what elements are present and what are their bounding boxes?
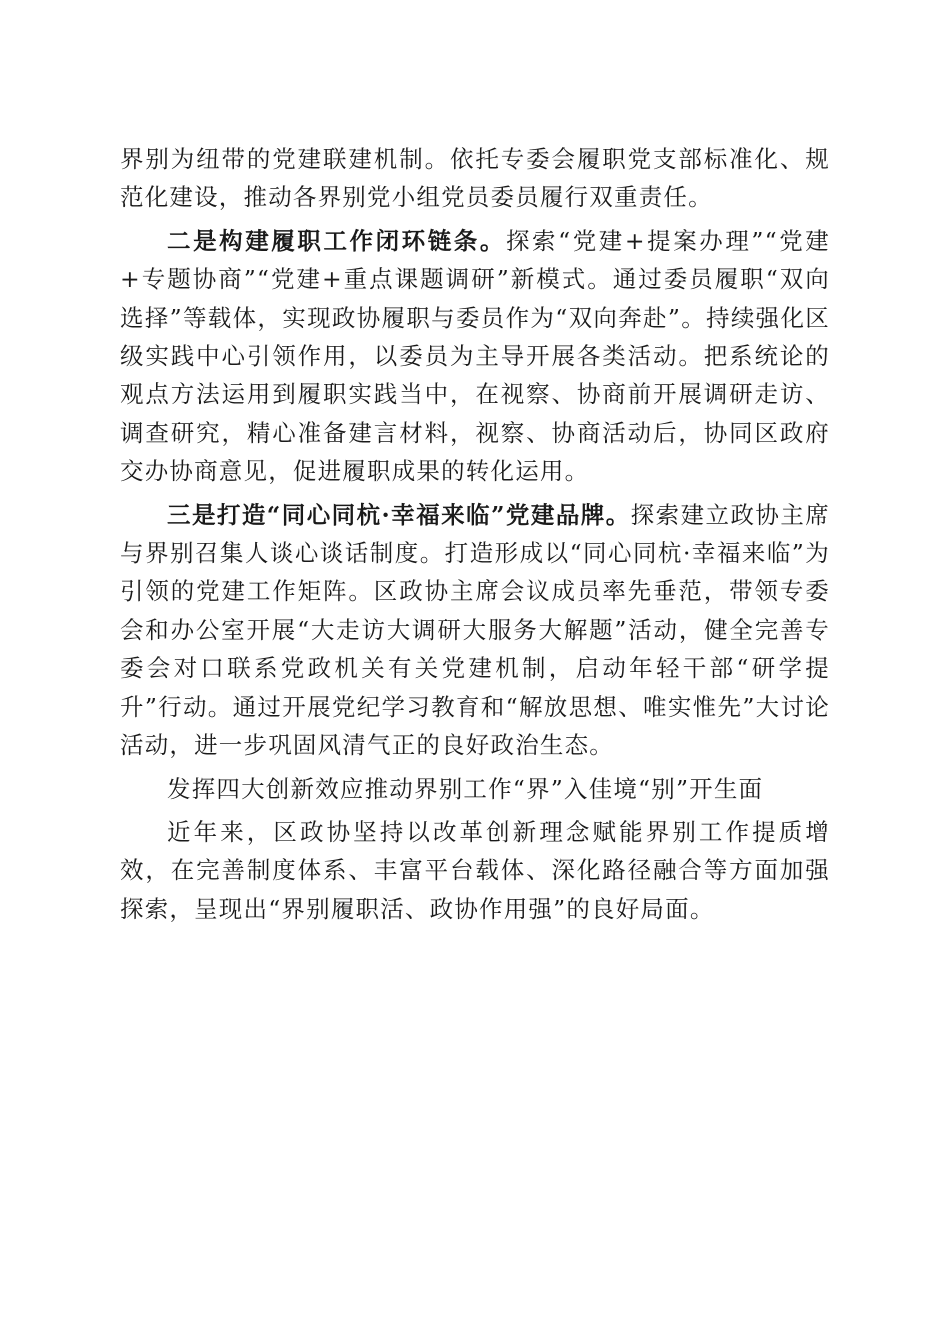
document-page bbox=[120, 140, 830, 933]
paragraph-text: 探索“党建+提案办理”“党建+专题协商”“党建+重点课题调研”新模式。通过委员履职“双向选择”等载体，实现政协履职与委员作为“双向奔赴”。持续强化区级实践中心引领作用，以委员为主导开展各类活动。把系统论的观点方法运用到履职实践当中，在视察、协商前开展调研走访、调查研究，精心准备建言材料，视察、协商活动后，协同区政府交办协商意见，促进履职成果的转化运用。 bbox=[120, 226, 830, 486]
paragraph-text: 探索建立政协主席与界别召集人谈心谈话制度。打造形成以“同心同杭·幸福来临”为引领的党建工作矩阵。区政协主席会议成员率先垂范，带领专委会和办公室开展“大走访大调研大服务大解题”活动，健全完善专委会对口联系党政机关有关党建机制，启动年轻干部“研学提升”行动。通过开展党纪学习教育和“解放思想、唯实惟先”大讨论活动，进一步巩固风清气正的良好政治生态。 bbox=[120, 500, 831, 760]
paragraph-continuation bbox=[120, 140, 830, 217]
paragraph-text: 界别为纽带的党建联建机制。依托专委会履职党支部标准化、规范化建设，推动各界别党小组党员委员履行双重责任。 bbox=[120, 145, 830, 212]
paragraph-text: 近年来，区政协坚持以改革创新理念赋能界别工作提质增效，在完善制度体系、丰富平台载体、深化路径融合等方面加强探索，呈现出“界别履职活、政协作用强”的良好局面。 bbox=[120, 817, 830, 923]
paragraph-lead: 二是构建履职工作闭环链条。 bbox=[167, 226, 506, 255]
paragraph-intro bbox=[120, 813, 830, 928]
heading-text: 发挥四大创新效应推动界别工作“界”入佳境“别”开生面 bbox=[167, 774, 764, 803]
paragraph-closed-loop bbox=[120, 222, 830, 491]
paragraph-lead: 三是打造“同心同杭·幸福来临”党建品牌。 bbox=[167, 500, 631, 529]
paragraph-brand bbox=[120, 496, 830, 765]
section-heading bbox=[120, 770, 830, 808]
